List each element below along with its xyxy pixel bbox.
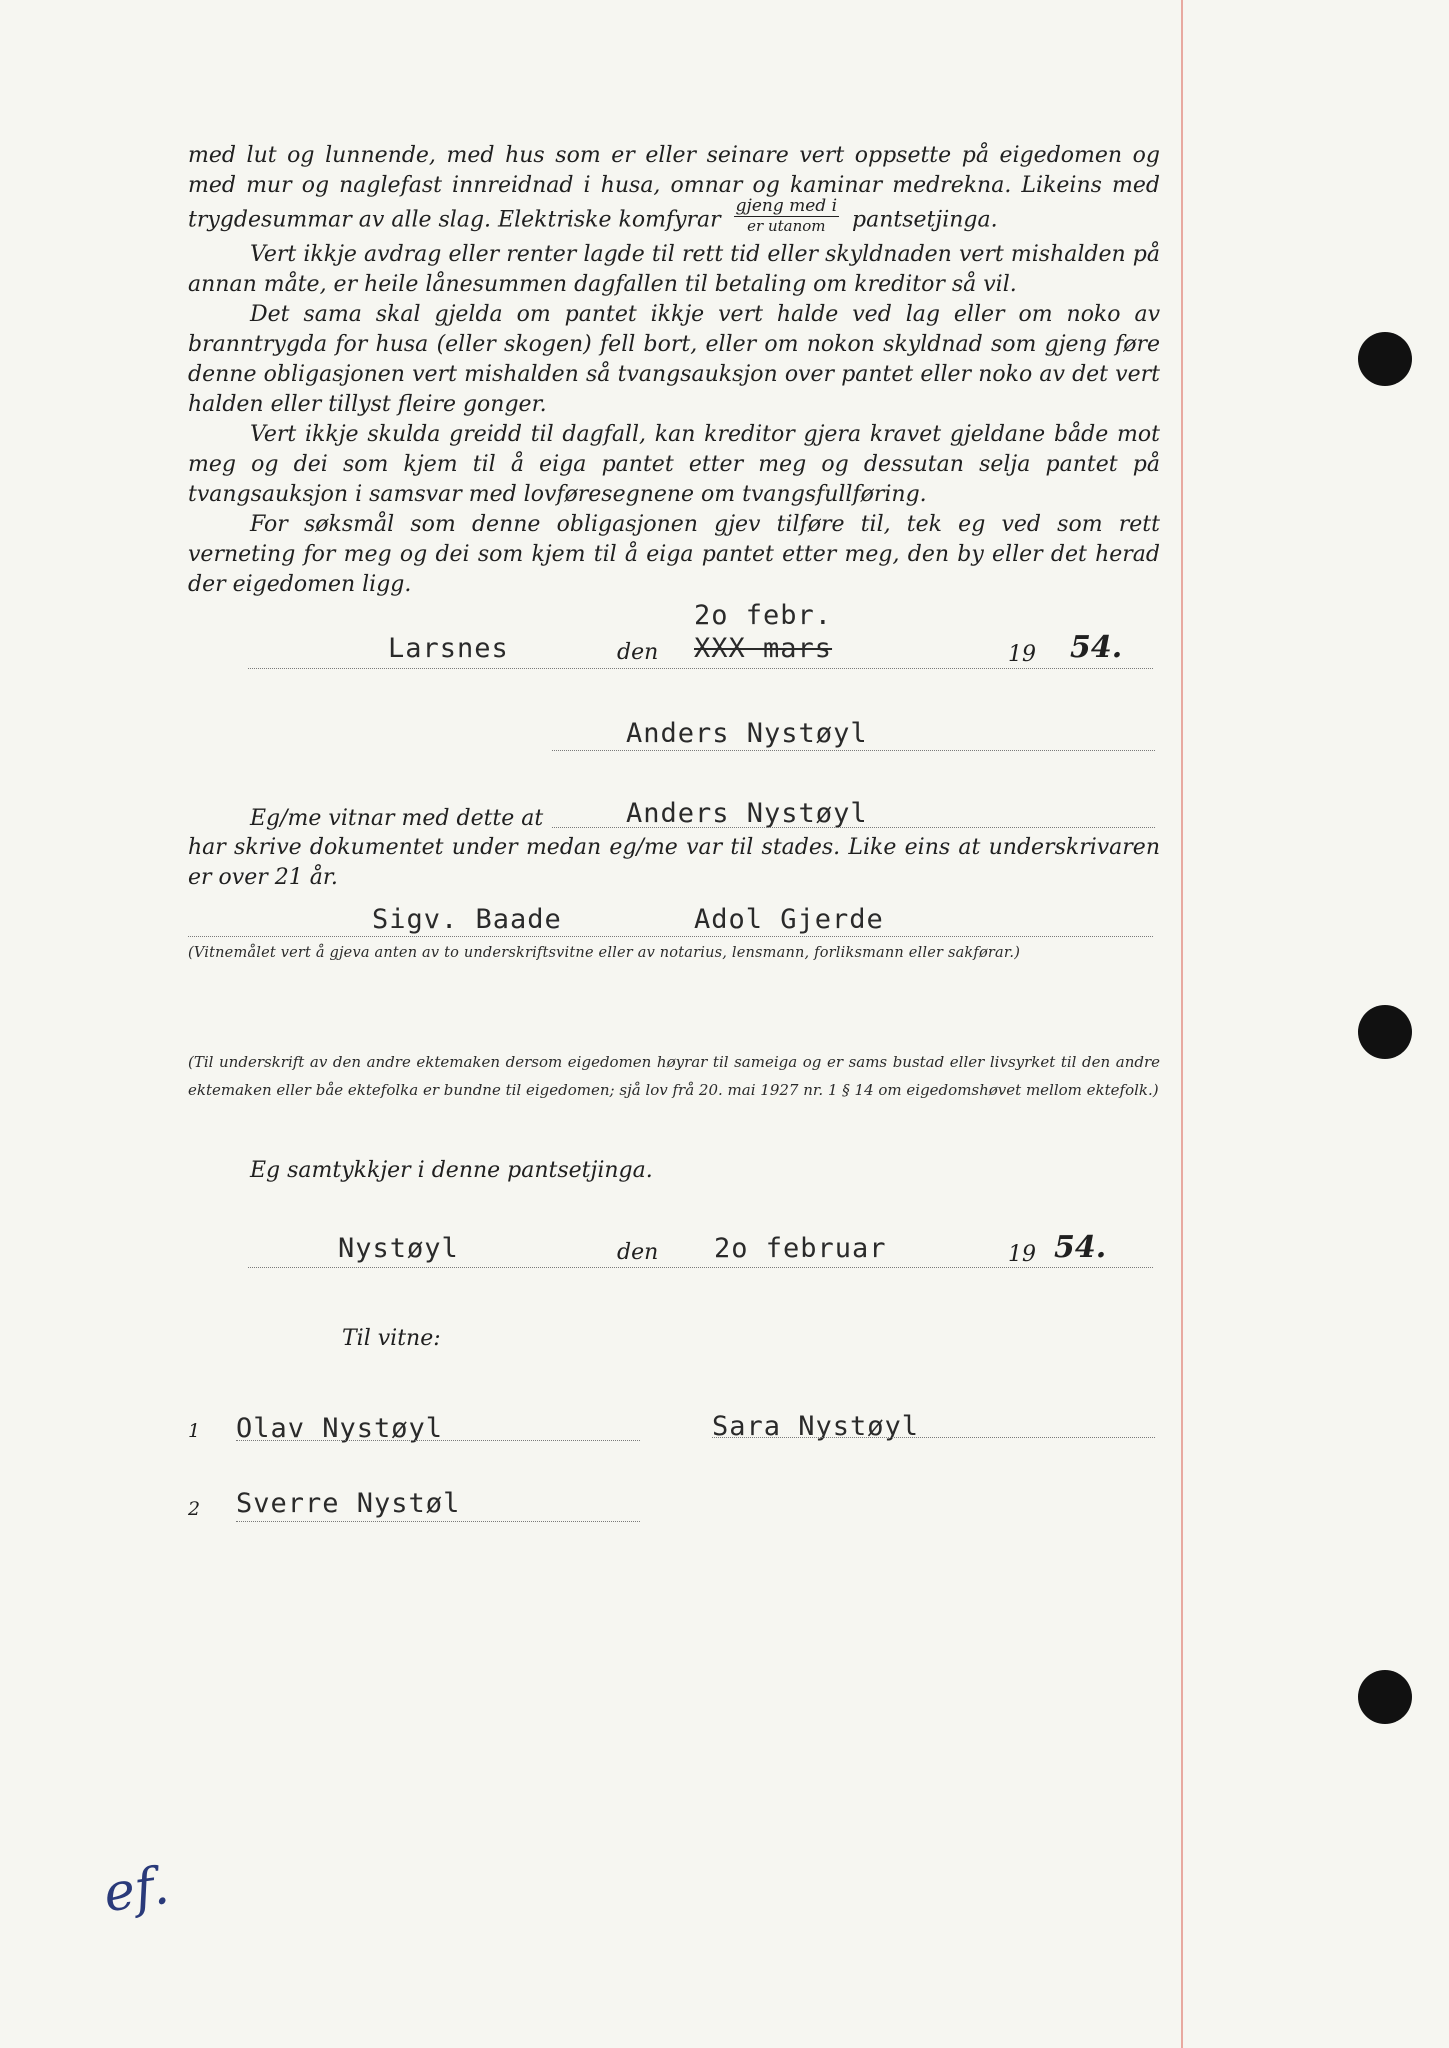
dotted-line-witnessed (552, 827, 1155, 828)
red-margin-line (1181, 0, 1183, 2048)
struck-date: XXX mars (694, 633, 833, 664)
paragraph-property-text: med lut og lunnende, med hus som er eller seinare vert oppsette på eigedomen og med mur og naglefast innreidnad i husa, omnar og kaminar medrekna. Likeins med trygdesummar av alle slag. Elektriske komfyrar (188, 143, 1160, 233)
spouse-signature: Sara Nystøyl (712, 1411, 920, 1442)
witness-continuation-text: har skrive dokumentet under medan eg/me var til stades. Like eins at underskrivaren er over 21 år. (188, 835, 1160, 890)
year-suffix-1: 54. (1070, 630, 1123, 665)
den-label-1: den (617, 640, 659, 665)
den-label-2: den (617, 1240, 659, 1265)
witness-note: (Vitnemålet vert å gjeva anten av to underskriftsvitne eller av notarius, lensmann, forliksmann eller sakførar.) (188, 945, 1021, 961)
paragraph-property-end: pantsetjinga. (852, 207, 998, 233)
margin-initials: ef. (100, 1855, 173, 1925)
punch-hole-top (1358, 332, 1412, 386)
paragraph-insurance: Det sama skal gjelda om pantet ikkje vert halde ved lag eller om noko av branntrygda for husa (eller skogen) fell bort, eller om nokon skyldnad som gjeng føre denne obligasjonen vert mishalden så tvangsauksjon over pantet eller noko av det vert halden eller tillyst fleire gonger. (188, 302, 1160, 417)
typed-date-above: 2o febr. (694, 600, 833, 631)
dotted-line-place (248, 668, 1153, 669)
consent-witness-2: Sverre Nystøl (236, 1488, 461, 1519)
dotted-line-consent (248, 1267, 1153, 1268)
paragraph-venue: For søksmål som denne obligasjonen gjev tilføre til, tek eg ved som rett verneting for meg og dei som kjem til å eiga pantet etter meg, den by eller det herad der eigedomen ligg. (188, 512, 1160, 597)
witness-intro: Eg/me vitnar med dette at (250, 806, 544, 831)
witness-number-1: 1 (188, 1420, 201, 1442)
dotted-line-spouse (712, 1437, 1155, 1438)
fraction-bottom: er utanom (747, 217, 826, 235)
debtor-signature: Anders Nystøyl (626, 718, 868, 749)
year-prefix-2: 19 (1008, 1242, 1036, 1267)
paragraph-property (188, 141, 1160, 240)
witness-number-2: 2 (188, 1498, 201, 1520)
year-prefix-1: 19 (1008, 642, 1036, 667)
punch-hole-bottom (1358, 1670, 1412, 1724)
consent-place: Nystøyl (338, 1233, 459, 1264)
til-vitne-label: Til vitne: (342, 1326, 441, 1351)
dotted-line-cw2 (236, 1521, 640, 1522)
spouse-note: (Til underskrift av den andre ektemaken dersom eigedomen høyrar til sameiga og er sams bustad eller livsyrket til den andre ektemaken eller båe ektefolka er bundne til eigedomen; sjå lov frå 20. mai 1927 nr. 1 § 14 om eigedomshøvet mellom ektefolk.) (188, 1053, 1160, 1099)
witness-continuation (188, 833, 1160, 893)
fraction-top: gjeng med i (735, 196, 838, 216)
consent-date: 2o februar (714, 1233, 887, 1264)
witnessed-name: Anders Nystøyl (626, 798, 868, 829)
punch-hole-middle (1358, 1005, 1412, 1059)
fraction-choice (734, 197, 839, 236)
consent-witness-1: Olav Nystøyl (236, 1413, 444, 1444)
witness-signature-1: Sigv. Baade (372, 904, 562, 935)
dotted-line-signature (552, 750, 1155, 751)
signing-place: Larsnes (388, 633, 509, 664)
witness-signature-2: Adol Gjerde (694, 904, 884, 935)
obligation-text (188, 141, 1160, 600)
consent-text: Eg samtykkjer i denne pantsetjinga. (250, 1158, 653, 1183)
year-suffix-2: 54. (1054, 1230, 1107, 1265)
paragraph-collection: Vert ikkje skulda greidd til dagfall, kan kreditor gjera kravet gjeldane både mot meg og dei som kjem til å eiga pantet etter meg og dessutan selja pantet på tvangsauksjon i samsvar med lovføresegnene om tvangsfullføring. (188, 422, 1160, 507)
paragraph-default: Vert ikkje avdrag eller renter lagde til rett tid eller skyldnaden vert mishalden på annan måte, er heile lånesummen dagfallen til betaling om kreditor så vil. (188, 242, 1160, 297)
dotted-line-cw1 (236, 1440, 640, 1441)
dotted-line-witnesses (188, 936, 1153, 937)
